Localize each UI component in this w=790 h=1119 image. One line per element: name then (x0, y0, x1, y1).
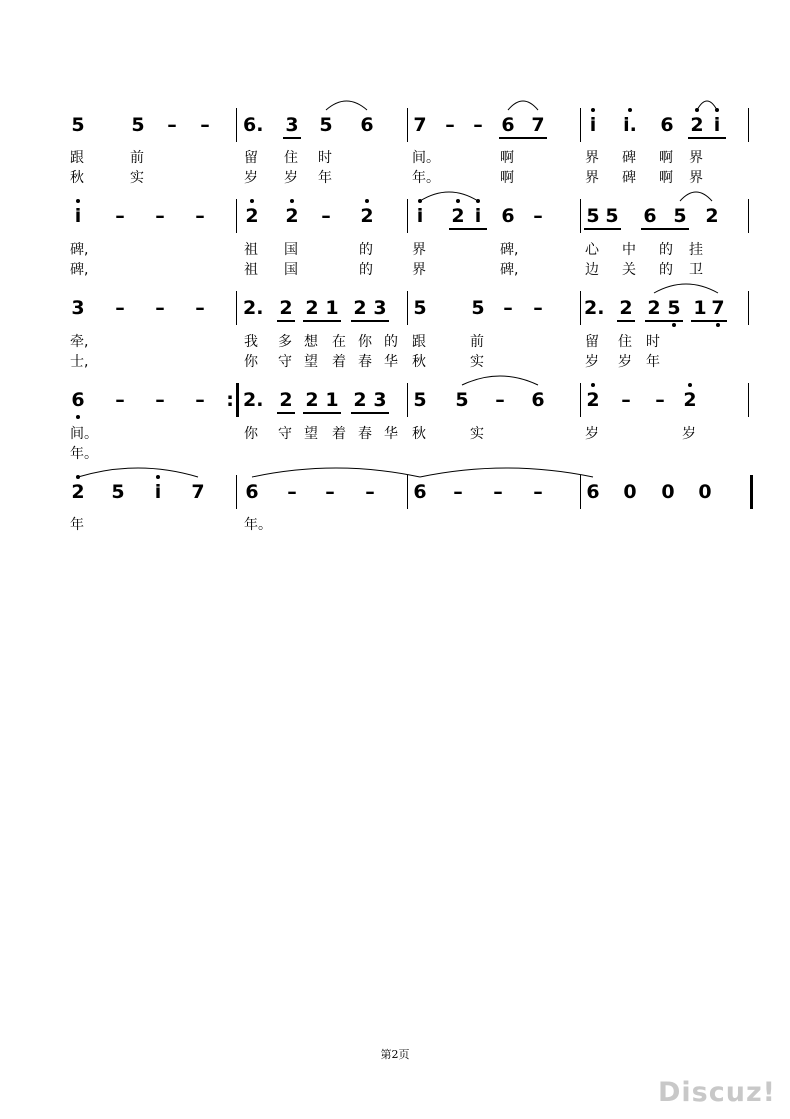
lyric-line-2: 士, (70, 354, 89, 370)
jianpu-note: i (154, 481, 162, 503)
lyric-line-2: 边 (585, 262, 599, 278)
rhythm-underline (449, 228, 487, 230)
lyric-line-2: 实 (470, 354, 484, 370)
lyric-line-1: 国 (284, 242, 298, 258)
jianpu-note: – (445, 114, 455, 136)
jianpu-note: 2. (243, 389, 264, 411)
lyric-line-2: 岁 (284, 170, 298, 186)
bar-line (580, 475, 581, 509)
slur-arc (680, 192, 712, 201)
lyric-line-1: 实 (470, 426, 484, 442)
jianpu-note: 5 (319, 114, 333, 136)
lyric-line-2: 国 (284, 262, 298, 278)
lyric-line-1: 啊 (659, 150, 673, 166)
jianpu-note: 6 (71, 389, 85, 411)
jianpu-note: i. (623, 114, 637, 136)
bar-line (580, 199, 581, 233)
rhythm-underline (303, 320, 341, 322)
jianpu-note: 1 (693, 297, 707, 319)
jianpu-note: 2 (683, 389, 697, 411)
lyric-line-2: 年。 (412, 170, 440, 186)
lyric-line-2: 的 (359, 262, 373, 278)
jianpu-note: – (195, 297, 205, 319)
lyric-line-2: 碑 (622, 170, 636, 186)
lyric-line-1: 留 (585, 334, 599, 350)
lyric-line-2: 年 (646, 354, 660, 370)
jianpu-note: 2. (243, 297, 264, 319)
jianpu-note: 6 (360, 114, 374, 136)
slur-arc (654, 284, 718, 293)
lyric-line-2: 界 (689, 170, 703, 186)
jianpu-note: – (155, 297, 165, 319)
octave-dot-high (591, 108, 595, 112)
lyric-line-1: 你 (244, 426, 258, 442)
lyric-line-1: 间。 (70, 426, 98, 442)
jianpu-note: – (195, 205, 205, 227)
jianpu-note: 2 (619, 297, 633, 319)
jianpu-note: – (115, 389, 125, 411)
lyric-line-2: 啊 (500, 170, 514, 186)
jianpu-note: – (473, 114, 483, 136)
jianpu-note: 6. (243, 114, 264, 136)
lyric-line-2: 关 (622, 262, 636, 278)
jianpu-note: – (195, 389, 205, 411)
jianpu-note: 5 (413, 389, 427, 411)
jianpu-note: – (321, 205, 331, 227)
jianpu-note: i (713, 114, 721, 136)
lyric-line-1: 的 (384, 334, 398, 350)
jianpu-note: 5 (605, 205, 619, 227)
lyric-line-2: 春 (358, 354, 372, 370)
jianpu-note: – (115, 297, 125, 319)
octave-dot-high (76, 475, 80, 479)
lyric-line-1: 住 (618, 334, 632, 350)
jianpu-note: 5 (71, 114, 85, 136)
jianpu-note: – (533, 297, 543, 319)
jianpu-note: 5 (471, 297, 485, 319)
jianpu-note: 2 (451, 205, 465, 227)
lyric-line-1: 心 (585, 242, 599, 258)
lyric-line-1: 春 (358, 426, 372, 442)
jianpu-note: 5 (667, 297, 681, 319)
jianpu-note: 2 (305, 297, 319, 319)
lyric-line-2: 望 (304, 354, 318, 370)
jianpu-note: – (655, 389, 665, 411)
bar-line (236, 475, 237, 509)
octave-dot-high (476, 199, 480, 203)
jianpu-note: 5 (413, 297, 427, 319)
lyric-line-1: 跟 (70, 150, 84, 166)
jianpu-note: 2 (279, 297, 293, 319)
bar-line (407, 383, 408, 417)
lyric-line-1: 想 (304, 334, 318, 350)
rhythm-underline (277, 320, 295, 322)
octave-dot-high (715, 108, 719, 112)
jianpu-note: – (200, 114, 210, 136)
octave-dot-low (672, 323, 676, 327)
jianpu-note: – (365, 481, 375, 503)
lyric-line-1: 华 (384, 426, 398, 442)
jianpu-note: i (589, 114, 597, 136)
lyric-line-1: 着 (332, 426, 346, 442)
lyric-line-1: 秋 (412, 426, 426, 442)
jianpu-note: 2 (647, 297, 661, 319)
bar-line (407, 475, 408, 509)
slur-arc (697, 101, 717, 110)
lyric-line-2: 卫 (689, 262, 703, 278)
jianpu-note: 6 (501, 205, 515, 227)
lyric-line-2: 着 (332, 354, 346, 370)
lyric-line-1: 界 (412, 242, 426, 258)
jianpu-note: – (453, 481, 463, 503)
bar-line (750, 475, 753, 509)
jianpu-note: 2 (353, 389, 367, 411)
jianpu-note: – (503, 297, 513, 319)
bar-line (236, 108, 237, 142)
bar-line (236, 383, 239, 417)
bar-line (580, 383, 581, 417)
lyric-line-1: 的 (659, 242, 673, 258)
rhythm-underline (277, 412, 295, 414)
jianpu-note: 1 (325, 389, 339, 411)
jianpu-note: 2 (279, 389, 293, 411)
jianpu-note: 0 (698, 481, 712, 503)
bar-line (236, 291, 237, 325)
jianpu-note: 6 (643, 205, 657, 227)
lyric-line-1: 岁 (585, 426, 599, 442)
lyric-line-1: 守 (278, 426, 292, 442)
bar-line (748, 291, 749, 325)
jianpu-note: 6 (660, 114, 674, 136)
lyric-line-2: 守 (278, 354, 292, 370)
bar-line (236, 199, 237, 233)
slur-arc (508, 101, 538, 110)
lyric-line-2: 祖 (244, 262, 258, 278)
lyric-line-1: 挂 (689, 242, 703, 258)
lyric-line-2: 岁 (585, 354, 599, 370)
jianpu-note: 3 (373, 297, 387, 319)
bar-line (407, 291, 408, 325)
jianpu-note: 5 (131, 114, 145, 136)
lyric-line-2: 你 (244, 354, 258, 370)
lyric-line-1: 年 (70, 517, 84, 533)
lyric-line-2: 秋 (70, 170, 84, 186)
octave-dot-low (76, 415, 80, 419)
lyric-line-2: 碑, (70, 262, 89, 278)
rhythm-underline (617, 320, 635, 322)
slur-arc (252, 468, 420, 477)
octave-dot-high (628, 108, 632, 112)
rhythm-underline (641, 228, 689, 230)
jianpu-note: 1 (325, 297, 339, 319)
lyric-line-1: 前 (130, 150, 144, 166)
jianpu-note: 5 (673, 205, 687, 227)
jianpu-note: 2 (71, 481, 85, 503)
jianpu-note: – (155, 205, 165, 227)
jianpu-note: – (533, 481, 543, 503)
jianpu-note: 7 (413, 114, 427, 136)
octave-dot-high (418, 199, 422, 203)
lyric-line-2: 年。 (70, 446, 98, 462)
bar-line (748, 199, 749, 233)
jianpu-note: 2 (305, 389, 319, 411)
bar-line (748, 108, 749, 142)
jianpu-note: 7 (711, 297, 725, 319)
jianpu-note: 0 (661, 481, 675, 503)
jianpu-note: i (416, 205, 424, 227)
jianpu-note: – (495, 389, 505, 411)
lyric-line-1: 碑, (500, 242, 519, 258)
jianpu-note: 2. (584, 297, 605, 319)
jianpu-note: – (167, 114, 177, 136)
lyric-line-1: 望 (304, 426, 318, 442)
slur-arc (420, 192, 478, 201)
lyric-line-2: 华 (384, 354, 398, 370)
lyric-line-1: 时 (318, 150, 332, 166)
rhythm-underline (691, 320, 727, 322)
lyric-line-1: 住 (284, 150, 298, 166)
bar-line (407, 108, 408, 142)
lyric-line-1: 多 (278, 334, 292, 350)
bar-line (580, 291, 581, 325)
lyric-line-1: 你 (358, 334, 372, 350)
lyric-line-1: 中 (622, 242, 636, 258)
octave-dot-low (716, 323, 720, 327)
lyric-line-1: 年。 (244, 517, 272, 533)
lyric-line-1: 前 (470, 334, 484, 350)
rhythm-underline (351, 320, 389, 322)
lyric-line-1: 在 (332, 334, 346, 350)
rhythm-underline (303, 412, 341, 414)
lyric-line-1: 啊 (500, 150, 514, 166)
jianpu-note: – (325, 481, 335, 503)
jianpu-note: 5 (586, 205, 600, 227)
rhythm-underline (645, 320, 683, 322)
jianpu-note: 2 (360, 205, 374, 227)
jianpu-note: i (474, 205, 482, 227)
site-logo: Discuz! (658, 1077, 776, 1108)
rhythm-underline (499, 137, 547, 139)
lyric-line-1: 岁 (682, 426, 696, 442)
lyric-line-1: 我 (244, 334, 258, 350)
jianpu-note: 3 (285, 114, 299, 136)
lyric-line-1: 跟 (412, 334, 426, 350)
jianpu-note: 2 (690, 114, 704, 136)
octave-dot-high (456, 199, 460, 203)
jianpu-note: : (226, 389, 234, 411)
slur-arc (326, 101, 367, 110)
slur-arc (462, 376, 538, 385)
jianpu-note: i (74, 205, 82, 227)
lyric-line-2: 碑, (500, 262, 519, 278)
jianpu-note: 2 (285, 205, 299, 227)
octave-dot-high (591, 383, 595, 387)
lyric-line-2: 岁 (244, 170, 258, 186)
bar-line (580, 108, 581, 142)
jianpu-note: – (155, 389, 165, 411)
lyric-line-2: 的 (659, 262, 673, 278)
jianpu-note: 7 (191, 481, 205, 503)
jianpu-note: – (287, 481, 297, 503)
lyric-line-2: 界 (412, 262, 426, 278)
jianpu-note: 6 (586, 481, 600, 503)
octave-dot-high (365, 199, 369, 203)
jianpu-note: 2 (705, 205, 719, 227)
lyric-line-2: 界 (585, 170, 599, 186)
octave-dot-high (695, 108, 699, 112)
octave-dot-high (250, 199, 254, 203)
octave-dot-high (290, 199, 294, 203)
jianpu-note: 0 (623, 481, 637, 503)
jianpu-note: 6 (531, 389, 545, 411)
jianpu-note: – (533, 205, 543, 227)
jianpu-note: 7 (531, 114, 545, 136)
rhythm-underline (584, 228, 621, 230)
lyric-line-1: 碑 (622, 150, 636, 166)
lyric-line-1: 时 (646, 334, 660, 350)
lyric-line-1: 留 (244, 150, 258, 166)
lyric-line-1: 界 (689, 150, 703, 166)
jianpu-note: 5 (455, 389, 469, 411)
jianpu-note: 6 (501, 114, 515, 136)
lyric-line-1: 界 (585, 150, 599, 166)
octave-dot-high (688, 383, 692, 387)
lyric-line-2: 年 (318, 170, 332, 186)
jianpu-note: 2 (245, 205, 259, 227)
lyric-line-1: 碑, (70, 242, 89, 258)
bar-line (407, 199, 408, 233)
jianpu-note: 5 (111, 481, 125, 503)
octave-dot-high (76, 199, 80, 203)
octave-dot-high (156, 475, 160, 479)
jianpu-note: – (621, 389, 631, 411)
jianpu-note: 2 (586, 389, 600, 411)
bar-line (748, 383, 749, 417)
lyric-line-2: 岁 (618, 354, 632, 370)
rhythm-underline (283, 137, 301, 139)
rhythm-underline (688, 137, 726, 139)
jianpu-note: – (115, 205, 125, 227)
slur-arc (78, 468, 198, 477)
rhythm-underline (351, 412, 389, 414)
page-number: 第2页 (380, 1048, 410, 1061)
lyric-line-2: 啊 (659, 170, 673, 186)
jianpu-note: 3 (373, 389, 387, 411)
lyric-line-1: 祖 (244, 242, 258, 258)
lyric-line-2: 实 (130, 170, 144, 186)
lyric-line-1: 间。 (412, 150, 440, 166)
jianpu-note: 6 (245, 481, 259, 503)
jianpu-note: 2 (353, 297, 367, 319)
jianpu-note: 3 (71, 297, 85, 319)
lyric-line-1: 的 (359, 242, 373, 258)
lyric-line-1: 牵, (70, 334, 89, 350)
slur-arc (420, 468, 593, 477)
jianpu-note: – (493, 481, 503, 503)
jianpu-note: 6 (413, 481, 427, 503)
lyric-line-2: 秋 (412, 354, 426, 370)
